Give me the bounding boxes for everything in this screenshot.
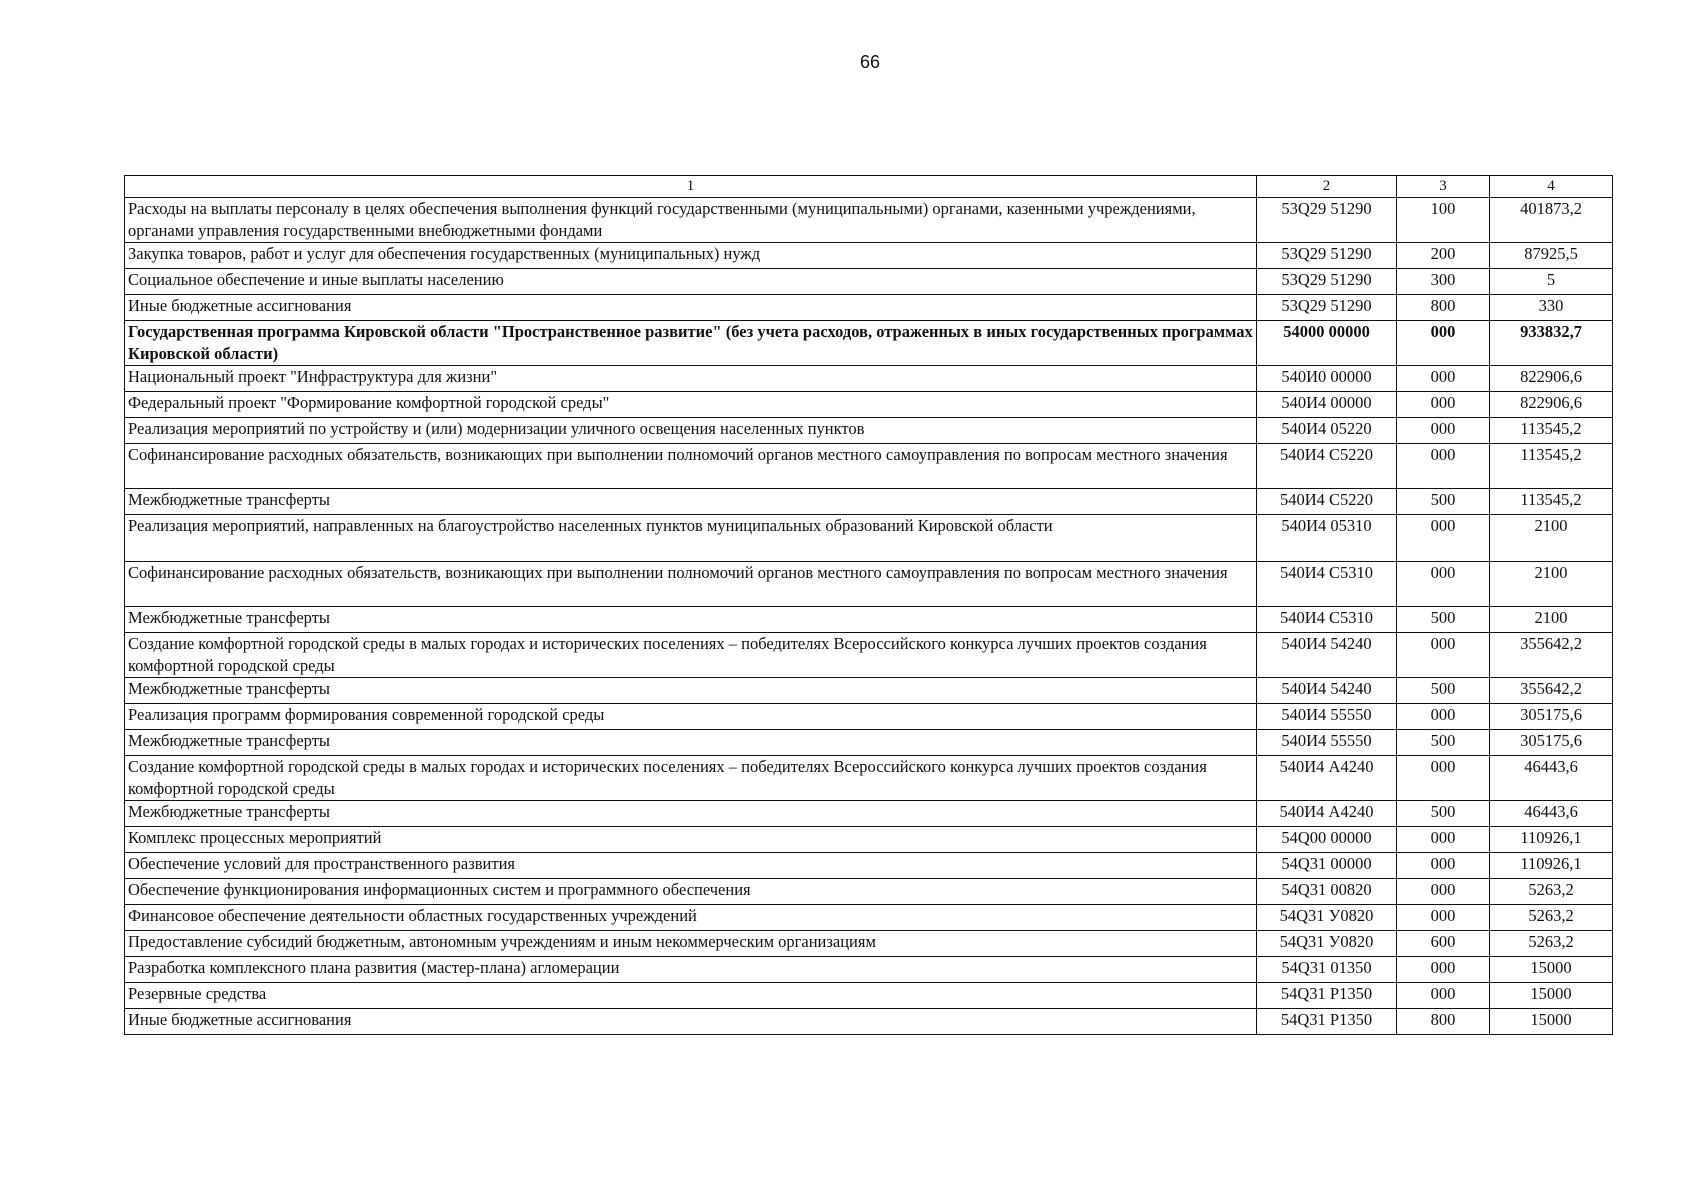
row-name-cell: Иные бюджетные ассигнования bbox=[125, 1009, 1257, 1035]
row-sum-cell: 330 bbox=[1490, 295, 1613, 321]
row-name-cell: Межбюджетные трансферты bbox=[125, 801, 1257, 827]
row-type-cell: 500 bbox=[1397, 801, 1490, 827]
row-type-cell: 500 bbox=[1397, 489, 1490, 515]
row-name-cell: Обеспечение условий для пространственного развития bbox=[125, 853, 1257, 879]
row-name-cell: Межбюджетные трансферты bbox=[125, 730, 1257, 756]
row-type-cell: 600 bbox=[1397, 931, 1490, 957]
row-type-cell: 500 bbox=[1397, 607, 1490, 633]
table-row bbox=[125, 392, 1613, 418]
row-sum-cell: 822906,6 bbox=[1490, 392, 1613, 418]
row-type-cell: 000 bbox=[1397, 905, 1490, 931]
table-row bbox=[125, 730, 1613, 756]
row-name-cell: Создание комфортной городской среды в малых городах и исторических поселениях – победителях Всероссийского конкурса лучших проектов создания комфортной городской среды bbox=[125, 756, 1257, 801]
table-row bbox=[125, 801, 1613, 827]
table-row bbox=[125, 366, 1613, 392]
table-body bbox=[125, 198, 1613, 1035]
row-sum-cell: 2100 bbox=[1490, 515, 1613, 562]
row-code-cell: 54Q31 01350 bbox=[1257, 957, 1397, 983]
table-row bbox=[125, 756, 1613, 801]
row-type-cell: 800 bbox=[1397, 295, 1490, 321]
table-row bbox=[125, 444, 1613, 489]
table-row bbox=[125, 515, 1613, 562]
row-code-cell: 540И4 А4240 bbox=[1257, 801, 1397, 827]
row-name-cell: Межбюджетные трансферты bbox=[125, 489, 1257, 515]
row-type-cell: 000 bbox=[1397, 983, 1490, 1009]
row-sum-cell: 401873,2 bbox=[1490, 198, 1613, 243]
row-sum-cell: 110926,1 bbox=[1490, 853, 1613, 879]
row-code-cell: 54Q31 Р1350 bbox=[1257, 983, 1397, 1009]
row-code-cell: 54Q31 У0820 bbox=[1257, 931, 1397, 957]
row-code-cell: 540И4 05220 bbox=[1257, 418, 1397, 444]
row-sum-cell: 46443,6 bbox=[1490, 801, 1613, 827]
row-sum-cell: 933832,7 bbox=[1490, 321, 1613, 366]
row-sum-cell: 5263,2 bbox=[1490, 905, 1613, 931]
table-row bbox=[125, 905, 1613, 931]
row-code-cell: 54000 00000 bbox=[1257, 321, 1397, 366]
row-code-cell: 540И0 00000 bbox=[1257, 366, 1397, 392]
row-type-cell: 000 bbox=[1397, 515, 1490, 562]
row-name-cell: Государственная программа Кировской области "Пространственное развитие" (без учета расходов, отраженных в иных государственных программах Кировской области) bbox=[125, 321, 1257, 366]
table-row bbox=[125, 853, 1613, 879]
row-sum-cell: 305175,6 bbox=[1490, 730, 1613, 756]
row-name-cell: Межбюджетные трансферты bbox=[125, 607, 1257, 633]
row-name-cell: Межбюджетные трансферты bbox=[125, 678, 1257, 704]
table-row bbox=[125, 198, 1613, 243]
row-type-cell: 000 bbox=[1397, 444, 1490, 489]
header-col-3: 3 bbox=[1397, 176, 1490, 198]
row-type-cell: 800 bbox=[1397, 1009, 1490, 1035]
row-code-cell: 53Q29 51290 bbox=[1257, 269, 1397, 295]
row-code-cell: 540И4 С5310 bbox=[1257, 562, 1397, 607]
row-sum-cell: 110926,1 bbox=[1490, 827, 1613, 853]
row-name-cell: Финансовое обеспечение деятельности областных государственных учреждений bbox=[125, 905, 1257, 931]
row-name-cell: Реализация мероприятий, направленных на благоустройство населенных пунктов муниципальных образований Кировской области bbox=[125, 515, 1257, 562]
header-row bbox=[125, 176, 1613, 198]
row-name-cell: Закупка товаров, работ и услуг для обеспечения государственных (муниципальных) нужд bbox=[125, 243, 1257, 269]
table-row bbox=[125, 562, 1613, 607]
row-sum-cell: 87925,5 bbox=[1490, 243, 1613, 269]
row-code-cell: 54Q00 00000 bbox=[1257, 827, 1397, 853]
row-name-cell: Предоставление субсидий бюджетным, автономным учреждениям и иным некоммерческим организациям bbox=[125, 931, 1257, 957]
table-row bbox=[125, 957, 1613, 983]
row-type-cell: 000 bbox=[1397, 418, 1490, 444]
table-row bbox=[125, 1009, 1613, 1035]
table-row bbox=[125, 931, 1613, 957]
table-row bbox=[125, 678, 1613, 704]
row-sum-cell: 305175,6 bbox=[1490, 704, 1613, 730]
row-name-cell: Софинансирование расходных обязательств, возникающих при выполнении полномочий органов местного самоуправления по вопросам местного значения bbox=[125, 444, 1257, 489]
row-sum-cell: 5263,2 bbox=[1490, 879, 1613, 905]
row-name-cell: Социальное обеспечение и иные выплаты населению bbox=[125, 269, 1257, 295]
row-name-cell: Софинансирование расходных обязательств, возникающих при выполнении полномочий органов местного самоуправления по вопросам местного значения bbox=[125, 562, 1257, 607]
row-name-cell: Иные бюджетные ассигнования bbox=[125, 295, 1257, 321]
table-row bbox=[125, 321, 1613, 366]
row-name-cell: Разработка комплексного плана развития (мастер-плана) агломерации bbox=[125, 957, 1257, 983]
row-name-cell: Реализация мероприятий по устройству и (или) модернизации уличного освещения населенных пунктов bbox=[125, 418, 1257, 444]
table-row bbox=[125, 633, 1613, 678]
row-type-cell: 500 bbox=[1397, 730, 1490, 756]
row-code-cell: 540И4 00000 bbox=[1257, 392, 1397, 418]
row-code-cell: 540И4 05310 bbox=[1257, 515, 1397, 562]
row-type-cell: 000 bbox=[1397, 366, 1490, 392]
row-code-cell: 53Q29 51290 bbox=[1257, 295, 1397, 321]
row-sum-cell: 113545,2 bbox=[1490, 489, 1613, 515]
table-row bbox=[125, 983, 1613, 1009]
row-type-cell: 000 bbox=[1397, 704, 1490, 730]
row-type-cell: 000 bbox=[1397, 879, 1490, 905]
table-row bbox=[125, 269, 1613, 295]
table-row bbox=[125, 489, 1613, 515]
header-col-4: 4 bbox=[1490, 176, 1613, 198]
table-row bbox=[125, 607, 1613, 633]
row-code-cell: 53Q29 51290 bbox=[1257, 198, 1397, 243]
row-code-cell: 540И4 55550 bbox=[1257, 704, 1397, 730]
header-col-1: 1 bbox=[125, 176, 1257, 198]
row-name-cell: Национальный проект "Инфраструктура для жизни" bbox=[125, 366, 1257, 392]
row-name-cell: Федеральный проект "Формирование комфортной городской среды" bbox=[125, 392, 1257, 418]
row-code-cell: 54Q31 Р1350 bbox=[1257, 1009, 1397, 1035]
budget-table bbox=[124, 175, 1613, 1035]
row-sum-cell: 2100 bbox=[1490, 562, 1613, 607]
page-number: 66 bbox=[859, 52, 881, 72]
row-type-cell: 000 bbox=[1397, 827, 1490, 853]
row-type-cell: 000 bbox=[1397, 957, 1490, 983]
row-name-cell: Реализация программ формирования современной городской среды bbox=[125, 704, 1257, 730]
table-row bbox=[125, 827, 1613, 853]
row-sum-cell: 113545,2 bbox=[1490, 418, 1613, 444]
row-code-cell: 54Q31 У0820 bbox=[1257, 905, 1397, 931]
row-sum-cell: 113545,2 bbox=[1490, 444, 1613, 489]
row-type-cell: 500 bbox=[1397, 678, 1490, 704]
row-code-cell: 540И4 54240 bbox=[1257, 633, 1397, 678]
row-sum-cell: 15000 bbox=[1490, 1009, 1613, 1035]
header-col-2: 2 bbox=[1257, 176, 1397, 198]
row-name-cell: Создание комфортной городской среды в малых городах и исторических поселениях – победителях Всероссийского конкурса лучших проектов создания комфортной городской среды bbox=[125, 633, 1257, 678]
row-code-cell: 540И4 С5220 bbox=[1257, 444, 1397, 489]
row-sum-cell: 15000 bbox=[1490, 983, 1613, 1009]
row-code-cell: 54Q31 00820 bbox=[1257, 879, 1397, 905]
row-code-cell: 540И4 С5310 bbox=[1257, 607, 1397, 633]
table-row bbox=[125, 418, 1613, 444]
row-type-cell: 000 bbox=[1397, 853, 1490, 879]
table-row bbox=[125, 295, 1613, 321]
row-name-cell: Комплекс процессных мероприятий bbox=[125, 827, 1257, 853]
table-row bbox=[125, 704, 1613, 730]
row-sum-cell: 5 bbox=[1490, 269, 1613, 295]
row-code-cell: 54Q31 00000 bbox=[1257, 853, 1397, 879]
row-name-cell: Расходы на выплаты персоналу в целях обеспечения выполнения функций государственными (муниципальными) органами, казенными учреждениями, органами управления государственными внебюджетными фондами bbox=[125, 198, 1257, 243]
row-sum-cell: 822906,6 bbox=[1490, 366, 1613, 392]
table-header bbox=[125, 176, 1613, 198]
row-type-cell: 000 bbox=[1397, 321, 1490, 366]
row-sum-cell: 2100 bbox=[1490, 607, 1613, 633]
row-type-cell: 300 bbox=[1397, 269, 1490, 295]
row-code-cell: 540И4 54240 bbox=[1257, 678, 1397, 704]
row-code-cell: 540И4 А4240 bbox=[1257, 756, 1397, 801]
row-type-cell: 100 bbox=[1397, 198, 1490, 243]
row-code-cell: 540И4 С5220 bbox=[1257, 489, 1397, 515]
row-code-cell: 540И4 55550 bbox=[1257, 730, 1397, 756]
row-sum-cell: 355642,2 bbox=[1490, 678, 1613, 704]
table-row bbox=[125, 879, 1613, 905]
row-sum-cell: 15000 bbox=[1490, 957, 1613, 983]
table-row bbox=[125, 243, 1613, 269]
row-name-cell: Резервные средства bbox=[125, 983, 1257, 1009]
row-type-cell: 000 bbox=[1397, 392, 1490, 418]
row-sum-cell: 5263,2 bbox=[1490, 931, 1613, 957]
row-sum-cell: 355642,2 bbox=[1490, 633, 1613, 678]
row-type-cell: 200 bbox=[1397, 243, 1490, 269]
row-type-cell: 000 bbox=[1397, 756, 1490, 801]
row-type-cell: 000 bbox=[1397, 633, 1490, 678]
row-sum-cell: 46443,6 bbox=[1490, 756, 1613, 801]
row-name-cell: Обеспечение функционирования информационных систем и программного обеспечения bbox=[125, 879, 1257, 905]
row-type-cell: 000 bbox=[1397, 562, 1490, 607]
row-code-cell: 53Q29 51290 bbox=[1257, 243, 1397, 269]
